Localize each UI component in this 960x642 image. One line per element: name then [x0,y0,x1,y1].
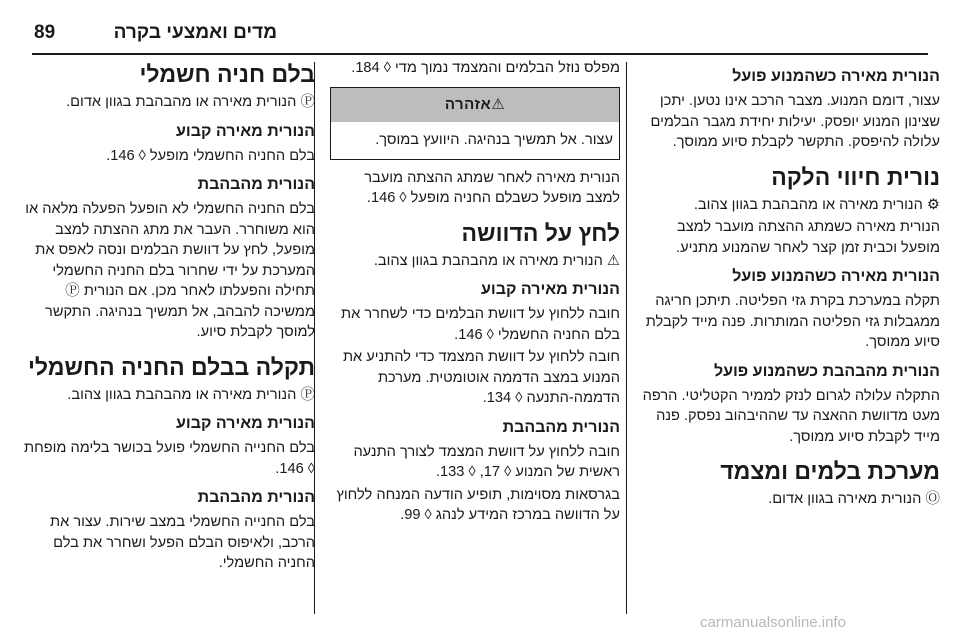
paragraph: חובה ללחוץ על דוושת המצמד כדי להתניע את המנוע במצב הדממה אוטומטית. מערכת הדממה-התנעה ◊ 134. [342,349,620,406]
paragraph: תקלה במערכת בקרת גזי הפליטה. תיתכן חריגה ממגבלות גזי הפליטה המותרות. פנה מייד לקבלת סיוע ממוסך. [645,293,940,350]
running-head: מדים ואמצעי בקרה [113,22,277,43]
section-title: נורית חיווי הלקה [771,163,940,190]
column-right [640,58,940,512]
paragraph: בלם החנייה החשמלי פועל בכושר בלימה מופחת ◊ 146. [24,440,315,477]
paragraph: Ⓞ הנורית מאירה בגוון אדום. [768,491,940,507]
paragraph: התקלה עלולה לגרום לנזק לממיר הקטליטי. הרפה מעט מדוושת ההאצה עד שההיבהוב נפסק. פנה מייד לקבלת סיוע ממוסך. [642,387,940,445]
paragraph: Ⓟ הנורית מאירה או מהבהבת בגוון אדום. [66,94,315,110]
paragraph: ⚠ הנורית מאירה או מהבהבת בגוון צהוב. [373,252,620,269]
paragraph: הנורית מאירה כשמתג ההצתה מועבר למצב מופעל וכבית זמן קצר לאחר שהמנוע מתניע. [676,219,940,256]
column-middle [330,58,620,528]
paragraph: חובה ללחוץ על דוושת הבלמים כדי לשחרר את בלם החניה החשמלי ◊ 146. [341,306,620,343]
section-heading: הנורית מאירה כשהמנוע פועל [732,68,940,85]
section-heading: הנורית מהבהבת [502,418,620,436]
header-rule [32,53,928,55]
warning-title: ⚠אזהרה [331,88,619,123]
paragraph: Ⓟ הנורית מאירה או מהבהבת בגוון צהוב. [67,386,315,403]
section-heading: הנורית מהבהבת כשהמנוע פועל [713,362,940,380]
paragraph: בלם החניה החשמלי לא הופעל הפעלה מלאה או הוא משוחרר. העבר את מתג ההצתה למצב מופעל, לחץ על דוושת הבלמים ונסה לאפס את המערכת על ידי שחרור בלם החניה החשמלי תחילה והפעלתו לאחר מכן. אם הנורית Ⓟ ממשיכה להבהב, אל תמשיך בנהיגה. התקשר למוסך לקבלת סיוע. [25,201,315,340]
section-title: לחץ על הדוושה [461,219,620,246]
paragraph: בגרסאות מסוימות, תופיע הודעה המנחה ללחוץ על הדוושה במרכז המידע לנהג ◊ 99. [336,486,620,523]
section-title: בלם חניה חשמלי [139,61,315,87]
paragraph: בלם החניה החשמלי מופעל ◊ 146. [106,147,315,164]
paragraph: הנורית מאירה לאחר שמתג ההצתה מועבר למצב מופעל כשבלם החניה מופעל ◊ 146. [364,169,620,206]
section-heading: הנורית מאירה קבוע [176,415,315,432]
paragraph: חובה ללחוץ על דוושת המצמד לצורך התנעה ראשית של המנוע ◊ 17, ◊ 133. [353,443,620,480]
warning-text: עצור. אל תמשיך בנהיגה. היוועץ במוסך. [375,132,613,148]
paragraph: עצור, דומם המנוע. מצבר הרכב אינו נטען. יתכן שצינון המנוע יופסק. יעילות יחידת מגבר הבלמים עלולה להיפסק. התקשר לקבלת סיוע ממוסך. [650,93,940,150]
paragraph: מפלס נוזל הבלמים והמצמד נמוך מדי ◊ 184. [351,60,620,76]
page-number: 89 [34,22,56,43]
paragraph: ⚙ הנורית מאירה או מהבהבת בגוון צהוב. [693,196,940,213]
watermark: carmanualsonline.info [700,614,846,631]
section-heading: הנורית מאירה קבוע [176,122,315,140]
column-divider-right [626,62,627,614]
warning-box [330,87,620,160]
section-title: מערכת בלמים ומצמד [720,458,940,484]
section-heading: הנורית מהבהבת [197,176,315,193]
section-heading: הנורית מהבהבת [197,489,315,506]
paragraph: בלם החנייה החשמלי במצב שירות. עצור את הרכב, ולאיפוס הבלם הפעל ושחרר את בלם החניה החשמלי. [50,514,315,571]
section-heading: הנורית מאירה קבוע [481,281,620,298]
section-title: תקלה בבלם החניה החשמלי [27,353,315,380]
column-left [23,58,315,576]
section-heading: הנורית מאירה כשהמנוע פועל [732,268,940,285]
